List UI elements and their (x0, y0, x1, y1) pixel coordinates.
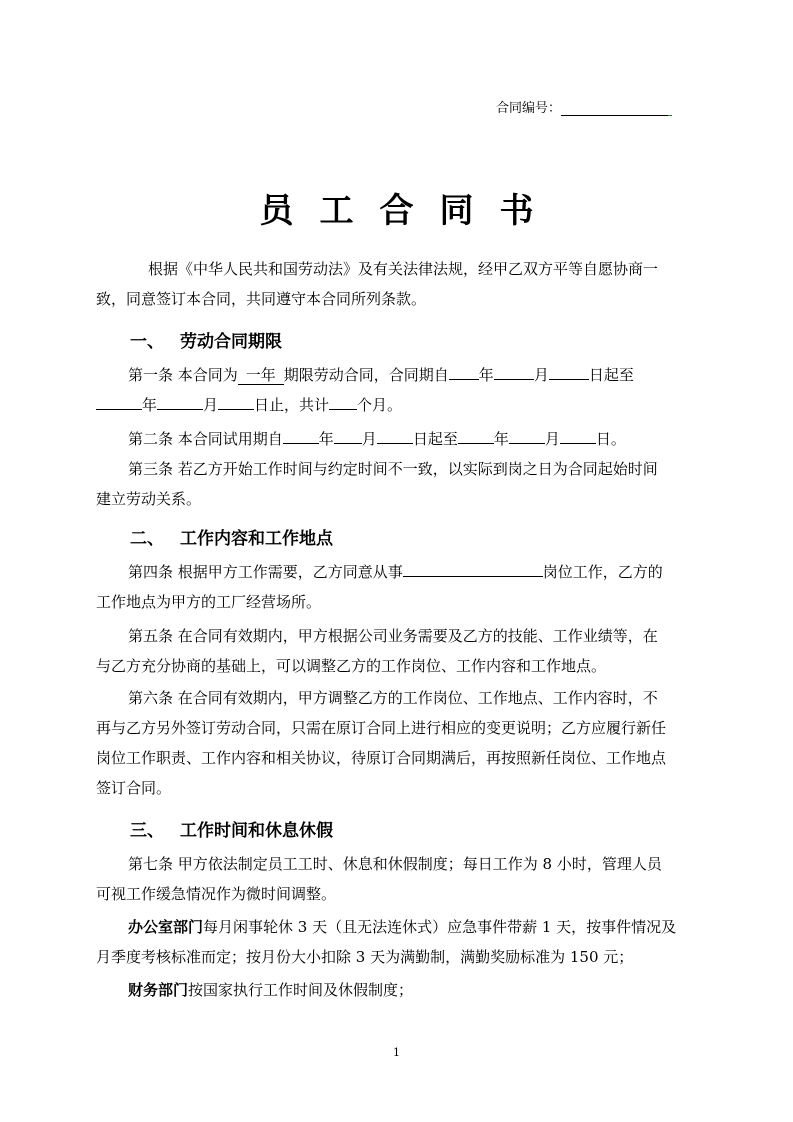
article-5-line-1: 第五条 在合同有效期内，甲方根据公司业务需要及乙方的技能、工作业绩等，在 (128, 627, 658, 645)
year-label: 年 (318, 430, 334, 448)
article-6-line-4: 签订合同。 (96, 779, 172, 797)
probation-end-year-field[interactable] (458, 425, 494, 444)
probation-end-month-field[interactable] (509, 425, 545, 444)
article-6-line-1: 第六条 在合同有效期内，甲方调整乙方的工作岗位、工作地点、工作内容时，不 (128, 689, 658, 707)
article-6-line-3: 岗位工作职责、工作内容和相关协议，待原订合同期满后，再按照新任岗位、工作地点 (96, 749, 667, 767)
day-from-label: 日起至 (588, 366, 634, 384)
article-4 (96, 557, 700, 617)
section-2-title: 工作内容和工作地点 (180, 529, 333, 549)
office-dept-paragraph (96, 912, 700, 972)
finance-dept-text: 按国家执行工作时间及休假制度； (188, 981, 414, 999)
month-label: 月 (533, 366, 549, 384)
probation-end-day-field[interactable] (560, 425, 596, 444)
finance-dept-name: 财务部门 (128, 981, 189, 999)
section-3-heading (130, 816, 333, 841)
page-number: 1 (393, 1046, 400, 1059)
article-1-text-a: 第一条 本合同为 (128, 366, 238, 384)
contract-number (496, 97, 669, 116)
article-3 (96, 454, 700, 514)
start-day-field[interactable] (549, 361, 589, 380)
position-field[interactable] (403, 558, 543, 577)
article-2-line-1 (96, 424, 700, 454)
article-7-line-1: 第七条 甲方依法制定员工工时、休息和休假制度；每日工作为 8 小时，管理人员 (128, 855, 662, 873)
contract-number-blank[interactable] (561, 101, 669, 116)
intro-line-2: 致，同意签订本合同，共同遵守本合同所列条款。 (96, 290, 427, 308)
document-title: 员工合同书 (259, 191, 560, 231)
article-1 (96, 360, 700, 420)
article-6 (96, 683, 700, 803)
month-label: 月 (203, 396, 219, 414)
section-1-heading (130, 327, 282, 352)
article-7-line-2: 可视工作缓急情况作为微时间调整。 (96, 885, 337, 903)
finance-dept-line (96, 975, 700, 1005)
section-3-title: 工作时间和休息休假 (180, 821, 333, 841)
intro-paragraph (96, 254, 700, 314)
article-4-text-a: 第四条 根据甲方工作需要，乙方同意从事 (128, 563, 403, 581)
start-year-field[interactable] (449, 361, 479, 380)
office-dept-name: 办公室部门 (128, 918, 204, 936)
intro-line-1: 根据《中华人民共和国劳动法》及有关法律法规，经甲乙双方平等自愿协商一 (148, 260, 659, 278)
contract-term-field[interactable]: 一年 (238, 366, 284, 385)
article-4-line-1 (96, 557, 700, 587)
finance-dept-paragraph (96, 975, 700, 1005)
year-label: 年 (142, 396, 158, 414)
day-to-label: 日止，共计 (254, 396, 330, 414)
total-months-field[interactable] (329, 391, 357, 410)
year-label: 年 (478, 366, 494, 384)
end-day-field[interactable] (218, 391, 254, 410)
probation-start-year-field[interactable] (283, 425, 319, 444)
article-3-line-2: 建立劳动关系。 (96, 490, 202, 508)
year-label: 年 (493, 430, 509, 448)
article-4-line-2: 工作地点为甲方的工厂经营场所。 (96, 593, 322, 611)
article-2 (96, 424, 700, 454)
article-1-line-1 (96, 360, 700, 390)
probation-start-day-field[interactable] (377, 425, 413, 444)
office-dept-text: 每月闲事轮休 3 天（且无法连休式）应急事件带薪 1 天，按事件情况及 (203, 918, 677, 936)
probation-start-month-field[interactable] (334, 425, 362, 444)
section-2-number: 二、 (130, 529, 164, 549)
article-4-text-b: 岗位工作，乙方的 (542, 563, 663, 581)
article-7 (96, 849, 700, 909)
end-year-field[interactable] (96, 391, 142, 410)
article-1-text-b: 期限劳动合同，合同期自 (283, 366, 449, 384)
day-from-label: 日起至 (412, 430, 458, 448)
article-6-line-2: 再与乙方另外签订劳动合同，只需在原订合同上进行相应的变更说明；乙方应履行新任 (96, 719, 667, 737)
end-month-field[interactable] (157, 391, 203, 410)
start-month-field[interactable] (494, 361, 534, 380)
section-1-title: 劳动合同期限 (180, 332, 282, 352)
month-label: 月 (361, 430, 377, 448)
section-2-heading (130, 524, 333, 549)
article-1-line-2 (96, 390, 700, 420)
office-dept-line-1 (96, 912, 700, 942)
article-3-line-1: 第三条 若乙方开始工作时间与约定时间不一致，以实际到岗之日为合同起始时间 (128, 460, 658, 478)
article-2-text: 第二条 本合同试用期自 (128, 430, 283, 448)
months-label: 个月。 (357, 396, 403, 414)
day-end-label: 日。 (595, 430, 626, 448)
section-3-number: 三、 (130, 821, 164, 841)
section-1-number: 一、 (130, 332, 164, 352)
office-dept-line-2: 月季度考核标准而定；按月份大小扣除 3 天为满勤制，满勤奖励标准为 150 元； (96, 948, 634, 966)
contract-number-label: 合同编号： (496, 101, 562, 116)
article-5 (96, 621, 700, 681)
month-label: 月 (544, 430, 560, 448)
article-5-line-2: 与乙方充分协商的基础上，可以调整乙方的工作岗位、工作内容和工作地点。 (96, 657, 607, 675)
